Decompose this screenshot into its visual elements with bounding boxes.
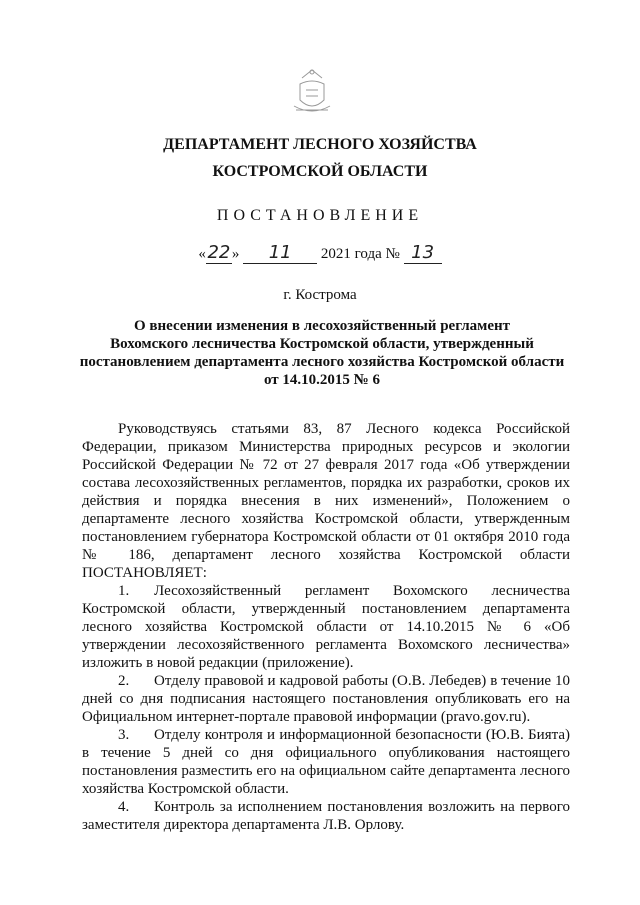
city: г. Кострома [283,287,357,303]
date-number-line [0,244,640,264]
date-year-text: 2021 года № [320,246,400,262]
date-close-quote: » [231,246,240,262]
numbered-item [82,582,570,672]
document-subject [72,317,572,389]
numbered-item [82,726,570,798]
item-number: 1. [118,583,130,599]
date-month-value: 11 [268,242,292,263]
document-body [82,420,570,834]
item-text: Лесохозяйственный регламент Вохомского лесничества Костромской области, утвержденный постановлением департамента лесного хозяйства Костромской области от 14.10.2015 № 6 «Об утверждении лесохозяйственного регламента Вохомского лесничества» изложить в новой редакции (приложение). [82,583,570,671]
document-type: ПОСТАНОВЛЕНИЕ [216,207,424,224]
numbered-item [82,798,570,834]
subject-line: Вохомского лесничества Костромской области, утвержденный [110,336,534,352]
document-number-value: 13 [411,242,435,263]
department-name-line1: ДЕПАРТАМЕНТ ЛЕСНОГО ХОЗЯЙСТВА [163,136,477,153]
item-number: 4. [118,799,130,815]
numbered-item [82,672,570,726]
date-day-value: 22 [207,242,231,263]
item-text: Отделу правовой и кадровой работы (О.В. Лебедев) в течение 10 дней со дня подписания настоящего постановления опубликовать его на Официальном интернет-портале правовой информации (pravo.gov.ru). [82,673,570,725]
subject-line: постановлением департамента лесного хозяйства Костромской области [79,354,565,370]
subject-line: от 14.10.2015 № 6 [264,372,380,388]
item-number: 3. [118,727,130,743]
item-number: 2. [118,673,130,689]
department-name-line2: КОСТРОМСКОЙ ОБЛАСТИ [212,163,428,180]
date-month-field [243,244,317,264]
document-number-field [404,244,442,264]
item-text: Отделу контроля и информационной безопасности (Ю.В. Бията) в течение 5 дней со дня официального опубликования настоящего постановления разместить его на официальном сайте департамента лесного хозяйства Костромской области. [82,727,570,797]
date-day-field [206,244,232,264]
coat-of-arms-emblem [286,66,338,118]
item-text: Контроль за исполнением постановления возложить на первого заместителя директора департамента Л.В. Орлову. [82,799,570,833]
preamble-paragraph: Руководствуясь статьями 83, 87 Лесного кодекса Российской Федерации, приказом Министерства природных ресурсов и экологии Российской Федерации № 72 от 27 февраля 2017 года «Об утверждении состава лесохозяйственных регламентов, порядка их разработки, сроков их действия и порядка внесения в них изменений», Положением о департаменте лесного хозяйства Костромской области, утвержденным постановлением губернатора Костромской области от 01 октября 2010 года № 186, департамент лесного хозяйства Костромской области ПОСТАНОВЛЯЕТ: [82,421,570,581]
subject-line: О внесении изменения в лесохозяйственный регламент [133,318,511,334]
date-open-quote: « [198,246,206,262]
